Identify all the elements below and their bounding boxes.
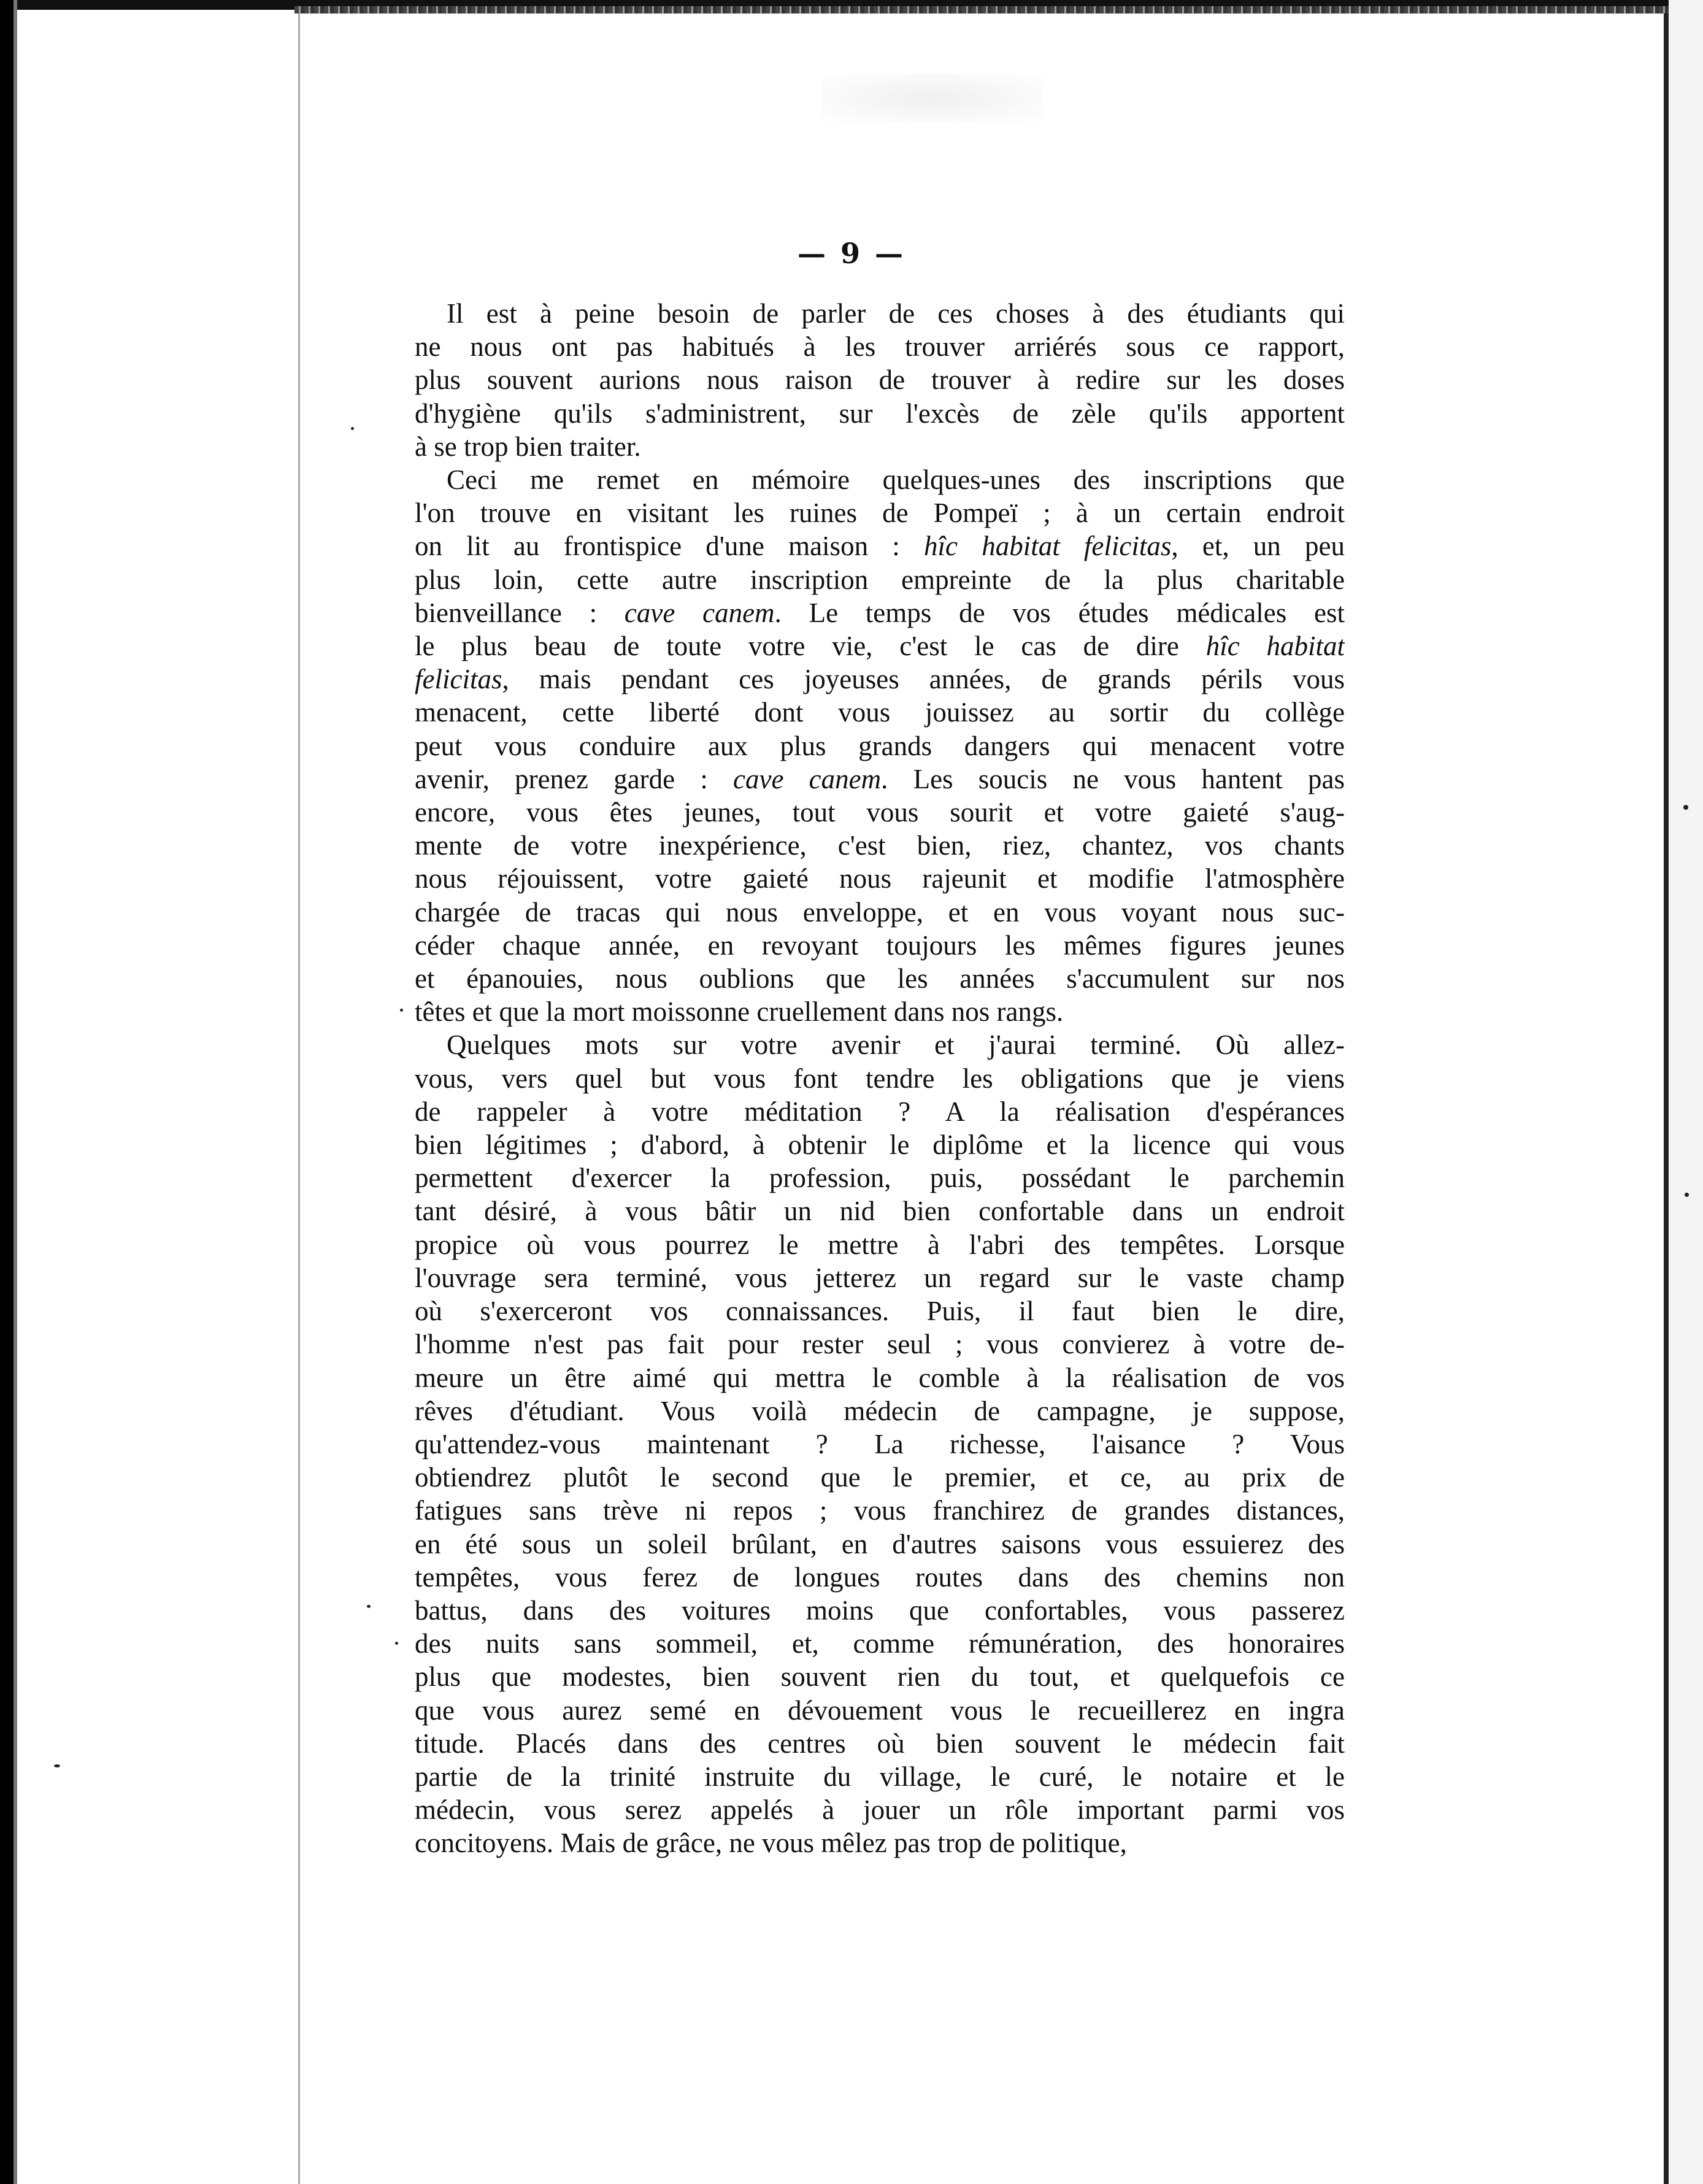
speck — [400, 1009, 403, 1012]
text-line: de rappeler à votre méditation ? A la réalisation d'espérances — [415, 1096, 1345, 1127]
speck — [367, 1605, 371, 1608]
text-line: Il est à peine besoin de parler de ces choses à des étudiants qui — [447, 298, 1345, 329]
text-line: d'hygiène qu'ils s'administrent, sur l'excès de zèle qu'ils apportent — [415, 398, 1345, 429]
scanner-top-noise — [294, 6, 1703, 13]
text-line: avenir, prenez garde : cave canem. Les soucis ne vous hantent pas — [415, 763, 1345, 794]
text-line: fatigues sans trève ni repos ; vous franchirez de grandes distances, — [415, 1495, 1345, 1526]
text-line: permettent d'exercer la profession, puis, possédant le parchemin — [415, 1163, 1345, 1194]
text-line: en été sous un soleil brûlant, en d'autres saisons vous essuierez des — [415, 1528, 1345, 1559]
text-line: mente de votre inexpérience, c'est bien, riez, chantez, vos chants — [415, 830, 1345, 861]
speck — [351, 427, 354, 430]
speck — [395, 1642, 398, 1645]
text-line: titude. Placés dans des centres où bien souvent le médecin fait — [415, 1728, 1345, 1759]
text-line: et épanouies, nous oublions que les années s'accumulent sur nos — [415, 963, 1345, 994]
text-line: qu'attendez-vous maintenant ? La richesse, l'aisance ? Vous — [415, 1428, 1345, 1459]
speck — [54, 1764, 60, 1767]
paper-right-edge — [1664, 13, 1669, 2184]
text-line: menacent, cette liberté dont vous jouissez au sortir du collège — [415, 697, 1345, 728]
text-line: peut vous conduire aux plus grands dangers qui menacent votre — [415, 730, 1345, 761]
text-line: ne nous ont pas habitués à les trouver arriérés sous ce rapport, — [415, 331, 1345, 363]
body-text — [415, 297, 1345, 1860]
text-line: que vous aurez semé en dévouement vous le recueillerez en ingra — [415, 1694, 1345, 1726]
text-line: l'on trouve en visitant les ruines de Pompeï ; à un certain endroit — [415, 498, 1345, 529]
text-line: le plus beau de toute votre vie, c'est le cas de dire hîc habitat — [415, 631, 1345, 662]
text-line: encore, vous êtes jeunes, tout vous sourit et votre gaieté s'aug- — [415, 797, 1345, 828]
bleed-through-smudge — [822, 74, 1043, 123]
speck — [1685, 1193, 1689, 1197]
text-line: nous réjouissent, votre gaieté nous rajeunit et modifie l'atmosphère — [415, 863, 1345, 894]
text-line: à se trop bien traiter. — [415, 431, 641, 462]
text-line: vous, vers quel but vous font tendre les obligations que je viens — [415, 1063, 1345, 1094]
text-line: plus souvent aurions nous raison de trouver à redire sur les doses — [415, 364, 1345, 396]
text-line: têtes et que la mort moissonne cruellement dans nos rangs. — [415, 996, 1064, 1028]
text-line: felicitas, mais pendant ces joyeuses années, de grands périls vous — [415, 664, 1345, 695]
text-line: tempêtes, vous ferez de longues routes dans des chemins non — [415, 1561, 1345, 1593]
text-line: meure un être aimé qui mettra le comble à la réalisation de vos — [415, 1362, 1345, 1393]
text-line: partie de la trinité instruite du village, le curé, le notaire et le — [415, 1761, 1345, 1792]
text-line: tant désiré, à vous bâtir un nid bien confortable dans un endroit — [415, 1196, 1345, 1227]
speck — [1683, 805, 1688, 810]
text-line: chargée de tracas qui nous enveloppe, et en vous voyant nous suc- — [415, 896, 1345, 928]
text-line: plus que modestes, bien souvent rien du tout, et quelquefois ce — [415, 1661, 1345, 1693]
text-line: l'ouvrage sera terminé, vous jetterez un regard sur le vaste champ — [415, 1262, 1345, 1293]
text-line: bien légitimes ; d'abord, à obtenir le diplôme et la licence qui vous — [415, 1129, 1345, 1161]
text-line: céder chaque année, en revoyant toujours les mêmes figures jeunes — [415, 929, 1345, 961]
text-line: bienveillance : cave canem. Le temps de vos études médicales est — [415, 597, 1345, 628]
text-line: obtiendrez plutôt le second que le premier, et ce, au prix de — [415, 1462, 1345, 1493]
text-line: l'homme n'est pas fait pour rester seul ; vous convierez à votre de- — [415, 1329, 1345, 1360]
text-line: où s'exerceront vos connaissances. Puis, il faut bien le dire, — [415, 1296, 1345, 1327]
scanner-left-border — [0, 0, 13, 2184]
text-line: Quelques mots sur votre avenir et j'aurai terminé. Où allez- — [447, 1029, 1345, 1061]
right-margin — [1669, 0, 1703, 2184]
text-line: concitoyens. Mais de grâce, ne vous mêlez pas trop de politique, — [415, 1828, 1127, 1859]
text-line: Ceci me remet en mémoire quelques-unes des inscriptions que — [447, 464, 1345, 496]
text-line: médecin, vous serez appelés à jouer un rôle important parmi vos — [415, 1794, 1345, 1826]
text-line: propice où vous pourrez le mettre à l'abri des tempêtes. Lorsque — [415, 1229, 1345, 1260]
page-number: — 9 — — [797, 237, 906, 270]
text-line: battus, dans des voitures moins que confortables, vous passerez — [415, 1594, 1345, 1626]
scanner-left-edge — [13, 0, 17, 2184]
text-line: on lit au frontispice d'une maison : hîc habitat felicitas, et, un peu — [415, 531, 1345, 562]
text-line: rêves d'étudiant. Vous voilà médecin de campagne, je suppose, — [415, 1395, 1345, 1426]
text-line: plus loin, cette autre inscription empreinte de la plus charitable — [415, 564, 1345, 595]
text-line: des nuits sans sommeil, et, comme rémunération, des honoraires — [415, 1628, 1345, 1659]
